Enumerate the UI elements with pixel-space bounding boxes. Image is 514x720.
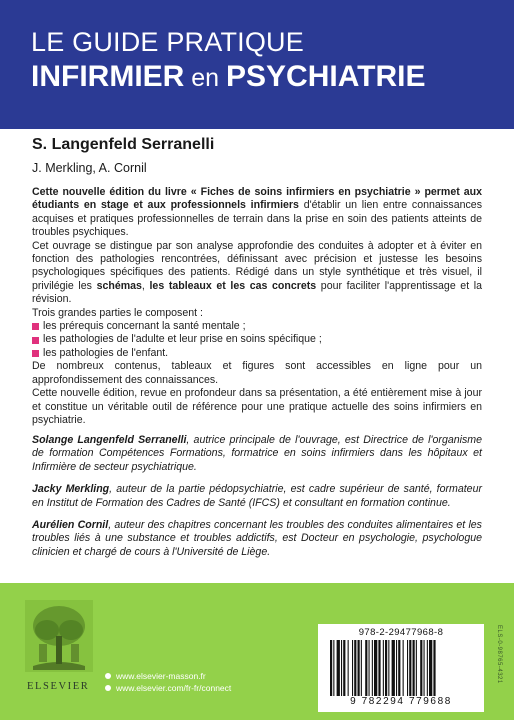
- p1-rest: d'établir un lien entre connaissances acquises et pratiques professionnelles de terrain dans la prise en soin des patients atteints de troubles psychiques.: [32, 199, 482, 239]
- elsevier-tree-logo-icon: [25, 600, 93, 672]
- barcode-bar: [420, 640, 422, 696]
- cover-header: [0, 0, 514, 129]
- barcode-bar: [330, 640, 332, 696]
- barcode-bar: [343, 640, 345, 696]
- paragraph-3-intro: Trois grandes parties le composent :: [32, 306, 203, 319]
- barcode-icon: [330, 640, 472, 696]
- barcode-bar: [403, 640, 404, 696]
- link-row: [105, 682, 231, 694]
- title-en: en: [184, 64, 227, 92]
- author-bios: [32, 434, 482, 568]
- bio-text: , auteur de la partie pédopsychiatrie, est cadre supérieur de santé, formateur en Institut de Formation des Cadres de Santé (IFCS) et consultant en formation continue.: [32, 483, 482, 509]
- barcode-bar: [385, 640, 387, 696]
- paragraph-4: De nombreux contenus, tableaux et figures sont accessibles en ligne pour un approfondissement des connaissances.: [32, 360, 482, 386]
- p2-a: Cet ouvrage se distingue par son analyse approfondie des conduites à adopter et à éviter en fonction des pathologies rencontrées, définissant avec précision et justesse les besoins psychologiques spécifiques des patients. Rédigé dans un style synthétique et très visuel, il privilégie les: [32, 239, 482, 292]
- bio-2: [32, 483, 482, 510]
- bullet-text: les pathologies de l'enfant.: [43, 346, 169, 359]
- barcode-bar: [413, 640, 415, 696]
- website-link[interactable]: www.elsevier-masson.fr: [116, 671, 206, 681]
- barcode-number: 9 782294 779688: [350, 696, 452, 707]
- bio-name: Jacky Merkling: [32, 483, 110, 496]
- pink-square-bullet-icon: [32, 350, 39, 357]
- bullet-text: les prérequis concernant la santé mentale ;: [43, 320, 246, 333]
- barcode-bar: [337, 640, 340, 696]
- p2-c: pour faciliter l'apprentissage et la révision.: [32, 279, 482, 306]
- bullet-item: [32, 320, 482, 333]
- authors-block: [32, 135, 492, 176]
- globe-icon: [105, 685, 111, 691]
- pink-square-bullet-icon: [32, 323, 39, 330]
- title-line-1: LE GUIDE PRATIQUE: [31, 27, 304, 57]
- barcode-box: [318, 624, 484, 712]
- link-row: [105, 670, 231, 682]
- barcode-bar: [388, 640, 389, 696]
- p2-bold-2: les tableaux et les cas concrets: [149, 279, 317, 292]
- connect-link[interactable]: www.elsevier.com/fr-fr/connect: [116, 683, 232, 693]
- barcode-bar: [358, 640, 360, 696]
- p2-bold-1: schémas: [96, 279, 142, 292]
- back-cover-description: [32, 186, 482, 427]
- barcode-bar: [392, 640, 395, 696]
- barcode-bar: [333, 640, 334, 696]
- bio-3: [32, 519, 482, 559]
- barcode-bar: [374, 640, 377, 696]
- barcode-bar: [427, 640, 428, 696]
- title-psychiatrie: PSYCHIATRIE: [226, 60, 426, 93]
- barcode-bar: [361, 640, 362, 696]
- barcode-bar: [409, 640, 411, 696]
- barcode-bar: [354, 640, 356, 696]
- title-infirmier: INFIRMIER: [31, 60, 185, 93]
- barcode-bar: [416, 640, 417, 696]
- barcode-bar: [407, 640, 408, 696]
- bullet-item: [32, 347, 482, 360]
- barcode-bar: [396, 640, 397, 696]
- paragraph-1: [32, 186, 482, 240]
- barcode-bar: [365, 640, 367, 696]
- barcode-bar: [369, 640, 370, 696]
- main-author: S. Langenfeld Serranelli: [32, 136, 215, 153]
- barcode-bar: [341, 640, 342, 696]
- bullet-text: les pathologies de l'adulte et leur prise en soins spécifique ;: [43, 333, 322, 346]
- bullet-item: [32, 333, 482, 346]
- paragraph-2: [32, 240, 482, 307]
- barcode-bar: [383, 640, 384, 696]
- bio-1: [32, 434, 482, 474]
- barcode-bar: [348, 640, 349, 696]
- barcode-bar: [398, 640, 400, 696]
- publisher-brand: ELSEVIER: [27, 681, 90, 692]
- bio-text: , auteur des chapitres concernant les troubles des conduites alimentaires et les troubles liés à une substance et troubles addictifs, est Docteur en psychologie, psychologue clinicien et chargé de cours à l'Université de Liège.: [32, 519, 482, 558]
- bio-name: Solange Langenfeld Serranelli: [32, 434, 187, 446]
- barcode-bar: [352, 640, 353, 696]
- barcode-bar: [424, 640, 425, 696]
- isbn-text: 978-2-29477968-8: [358, 627, 444, 638]
- barcode-bar: [378, 640, 380, 696]
- barcode-bar: [433, 640, 435, 696]
- paragraph-5: Cette nouvelle édition, revue en profondeur dans sa présentation, a été entièrement mise à jour et constitue un véritable outil de référence pour une pratique actuelle des soins infirmiers en psychiatrie.: [32, 387, 482, 426]
- p2-b: ,: [141, 279, 150, 292]
- barcode-bar: [372, 640, 373, 696]
- side-code: ELS-0-98765-4321: [496, 625, 502, 684]
- title-line-2: [31, 60, 514, 95]
- globe-icon: [105, 673, 111, 679]
- bio-name: Aurélien Cornil: [32, 519, 109, 532]
- pink-square-bullet-icon: [32, 337, 39, 344]
- publisher-links: [105, 670, 231, 694]
- bio-text: , autrice principale de l'ouvrage, est Directrice de l'organisme de formation Compétences Formations, formatrice en soins infirmiers dans les hôpitaux et Infirmière de secteur psychiatrique.: [32, 434, 482, 473]
- co-authors: J. Merkling, A. Cornil: [32, 161, 147, 175]
- p1-bold: Cette nouvelle édition du livre « Fiches de soins infirmiers en psychiatrie » permet aux étudiants en stage et aux professionnels infirmiers: [32, 186, 482, 212]
- barcode-bar: [429, 640, 432, 696]
